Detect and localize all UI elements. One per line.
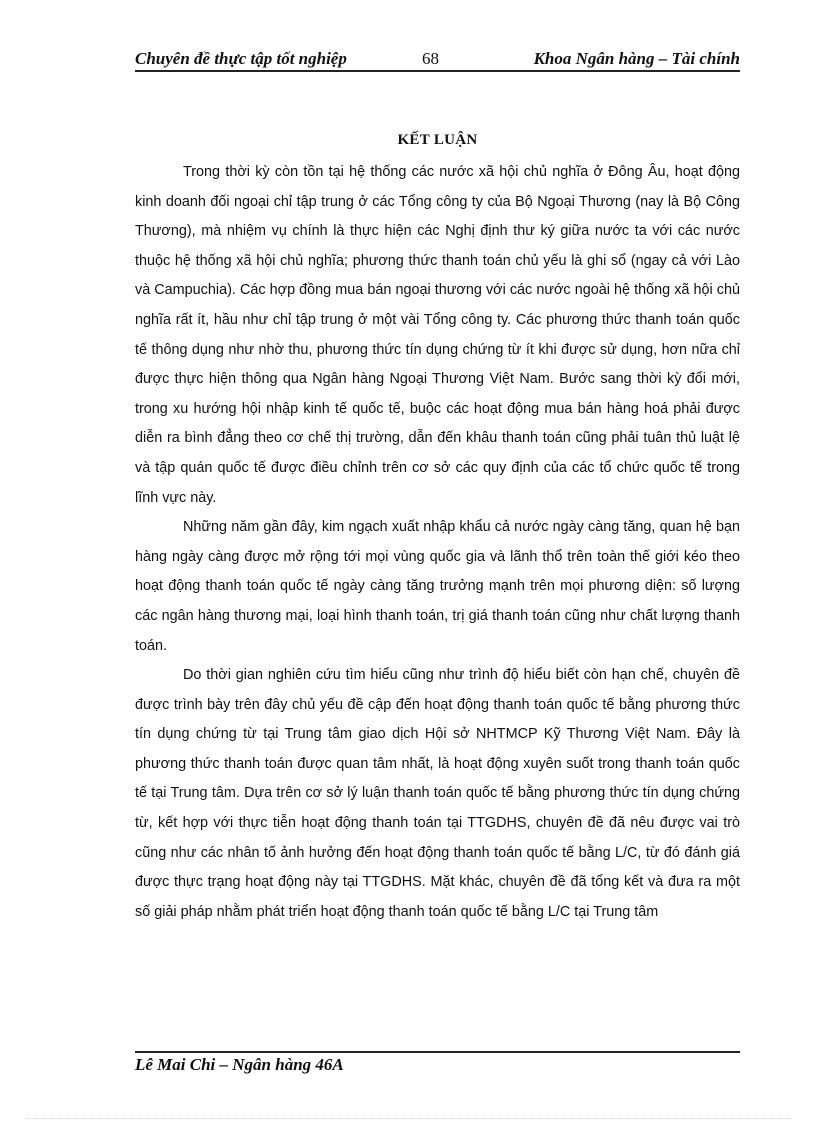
page-header bbox=[135, 48, 740, 72]
section-title: KẾT LUẬN bbox=[397, 132, 478, 148]
body-paragraph-3: Do thời gian nghiên cứu tìm hiểu cũng như trình độ hiểu biết còn hạn chế, chuyên đề được trình bày trên đây chủ yếu đề cập đến hoạt động thanh toán quốc tế bằng phương thức tín dụng chứng từ tại Trung tâm giao dịch Hội sở NHTMCP Kỹ Thương Việt Nam. Đây là phương thức thanh toán được quan tâm nhất, là hoạt động xuyên suốt trong thanh toán quốc tế tại Trung tâm. Dựa trên cơ sở lý luận thanh toán quốc tế bằng phương thức tín dụng chứng từ, kết hợp với thực tiễn hoạt động thanh toán tại TTGDHS, chuyên đề đã nêu được vai trò cũng như các nhân tố ảnh hưởng đến hoạt động thanh toán quốc tế bằng L/C, từ đó đánh giá được thực trạng hoạt động này tại TTGDHS. Mặt khác, chuyên đề đã tổng kết và đưa ra một số giải pháp nhằm phát triển hoạt động thanh toán quốc tế bằng L/C tại Trung tâm bbox=[135, 667, 740, 920]
page-bottom-dotted-border bbox=[25, 1118, 791, 1119]
page-number: 68 bbox=[422, 49, 439, 68]
header-document-type: Chuyên đề thực tập tốt nghiệp bbox=[135, 49, 347, 68]
header-department: Khoa Ngân hàng – Tài chính bbox=[533, 49, 740, 68]
page-footer: Lê Mai Chi – Ngân hàng 46A bbox=[135, 1055, 344, 1074]
document-body bbox=[135, 158, 740, 927]
body-paragraph-1: Trong thời kỳ còn tồn tại hệ thống các nước xã hội chủ nghĩa ở Đông Âu, hoạt động kinh doanh đối ngoại chỉ tập trung ở các Tổng công ty của Bộ Ngoại Thương (nay là Bộ Công Thương), mà nhiệm vụ chính là thực hiện các Nghị định thư ký giữa nước ta với các nước thuộc hệ thống xã hội chủ nghĩa; phương thức thanh toán chủ yếu là ghi sổ (ngay cả với Lào và Campuchia). Các hợp đồng mua bán ngoại thương với các nước ngoài hệ thống xã hội chủ nghĩa rất ít, hầu như chỉ tập trung ở một vài Tổng công ty. Các phương thức thanh toán quốc tế thông dụng như nhờ thu, phương thức tín dụng chứng từ ít khi được sử dụng, hơn nữa chỉ được thực hiện thông qua Ngân hàng Ngoại Thương Việt Nam. Bước sang thời kỳ đổi mới, trong xu hướng hội nhập kinh tế quốc tế, buộc các hoạt động mua bán hàng hoá phải được diễn ra bình đẳng theo cơ chế thị trường, dẫn đến khâu thanh toán cũng phải tuân thủ luật lệ và tập quán quốc tế được điều chỉnh trên cơ sở các quy định của các tổ chức quốc tế trong lĩnh vực này. bbox=[135, 164, 740, 506]
body-paragraph-2: Những năm gần đây, kim ngạch xuất nhập khẩu cả nước ngày càng tăng, quan hệ bạn hàng ngày càng được mở rộng tới mọi vùng quốc gia và lãnh thổ trên toàn thế giới kéo theo hoạt động thanh toán quốc tế ngày càng tăng trưởng mạnh trên mọi phương diện: số lượng các ngân hàng thương mại, loại hình thanh toán, trị giá thanh toán cũng như chất lượng thanh toán. bbox=[135, 519, 740, 654]
footer-rule bbox=[135, 1051, 740, 1053]
